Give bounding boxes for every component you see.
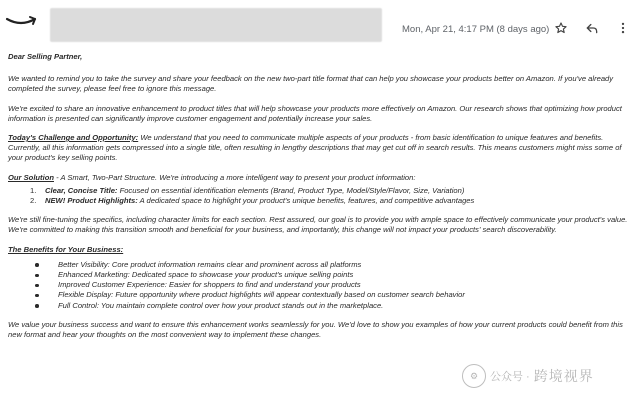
challenge-paragraph	[8, 133, 630, 164]
star-button[interactable]	[552, 19, 570, 37]
bullet-icon	[35, 274, 39, 278]
list-item	[8, 270, 630, 280]
watermark-small-text: 公众号 ·	[490, 371, 530, 383]
list-item	[8, 260, 630, 270]
email-body	[8, 52, 630, 340]
star-icon	[554, 21, 568, 35]
reply-button[interactable]	[583, 19, 601, 37]
benefit-text: Flexible Display: Future opportunity where product highlights will appear contextually based on customer search behavior	[58, 290, 465, 300]
list-item	[8, 290, 630, 300]
challenge-text: We understand that you need to communicate multiple aspects of your products - from basic identification to unique features and benefits. Currently, all this information gets compressed into a single title, often resulting in lengthy descriptions that may get cut off in search results. This means customers might miss some of your product's key selling points.	[8, 133, 622, 163]
bullet-icon	[35, 294, 39, 298]
reply-icon	[585, 21, 599, 35]
solution-text: - A Smart, Two-Part Structure. We're introducing a more intelligent way to present your product information:	[53, 172, 416, 182]
watermark	[462, 364, 594, 388]
greeting: Dear Selling Partner,	[8, 52, 83, 61]
list-item-text: A dedicated space to highlight your product's unique benefits, features, and competitive advantages	[137, 196, 475, 206]
list-item	[8, 301, 630, 311]
solution-list	[8, 186, 630, 206]
sender-info-redacted	[50, 8, 382, 42]
list-item-title: NEW! Product Highlights:	[45, 196, 138, 206]
closing-paragraph: We value your business success and want to ensure this enhancement works seamlessly for you. We'd love to show you examples of how your current products could benefit from this new format and hear your thoughts on the most convenient way to implement these changes.	[8, 319, 623, 340]
amazon-logo-icon	[4, 10, 38, 32]
benefits-heading-text: The Benefits for Your Business:	[8, 244, 124, 254]
benefit-text: Enhanced Marketing: Dedicated space to showcase your product's unique selling points	[58, 270, 354, 280]
survey-reminder-paragraph: We wanted to remind you to take the survey and share your feedback on the new two-part title format that can help you showcase your products better on Amazon. If you've already completed the survey, please feel free to ignore this message.	[8, 74, 614, 94]
bullet-icon	[35, 284, 39, 288]
watermark-logo-icon: ⚙	[462, 364, 486, 388]
fine-tuning-paragraph: We're still fine-tuning the specifics, including character limits for each section. Rest assured, our goal is to provide you with ample space to effectively communicate your product's value. We're committed to making this transition smooth and beneficial for your business, and importantly, this change will not impact your products' search discoverability.	[8, 215, 628, 235]
intro-paragraph: We're excited to share an innovative enhancement to product titles that will help showcase your products more effectively on Amazon. Our research shows that optimizing how product information is presented can significantly improve customer engagement and potentially increase your sales.	[8, 103, 622, 123]
benefits-heading	[8, 245, 630, 255]
list-item-text: Focused on essential identification elements (Brand, Product Type, Model/Style/Flavor, Size, Variation)	[117, 185, 465, 195]
bullet-icon	[35, 304, 39, 308]
watermark-title: 跨境视界	[533, 368, 594, 384]
benefit-text: Better Visibility: Core product information remains clear and prominent across all platforms	[58, 259, 362, 269]
list-item	[8, 196, 630, 206]
email-header	[0, 0, 640, 52]
list-item	[8, 280, 630, 290]
challenge-heading: Today's Challenge and Opportunity:	[8, 133, 139, 143]
list-number: 2.	[30, 196, 37, 206]
benefit-text: Improved Customer Experience: Easier for shoppers to find and understand your products	[58, 280, 361, 290]
more-vert-icon	[616, 21, 630, 35]
list-item-title: Clear, Concise Title:	[45, 185, 118, 195]
solution-paragraph	[8, 173, 630, 183]
benefits-list	[8, 260, 630, 311]
more-options-button[interactable]	[614, 19, 632, 37]
benefit-text: Full Control: You maintain complete control over how your product stands out in the marketplace.	[58, 300, 384, 310]
solution-heading: Our Solution	[8, 172, 54, 182]
list-number: 1.	[30, 185, 37, 195]
email-date: Mon, Apr 21, 4:17 PM (8 days ago)	[402, 24, 550, 35]
bullet-icon	[35, 263, 39, 267]
list-item	[8, 186, 630, 196]
